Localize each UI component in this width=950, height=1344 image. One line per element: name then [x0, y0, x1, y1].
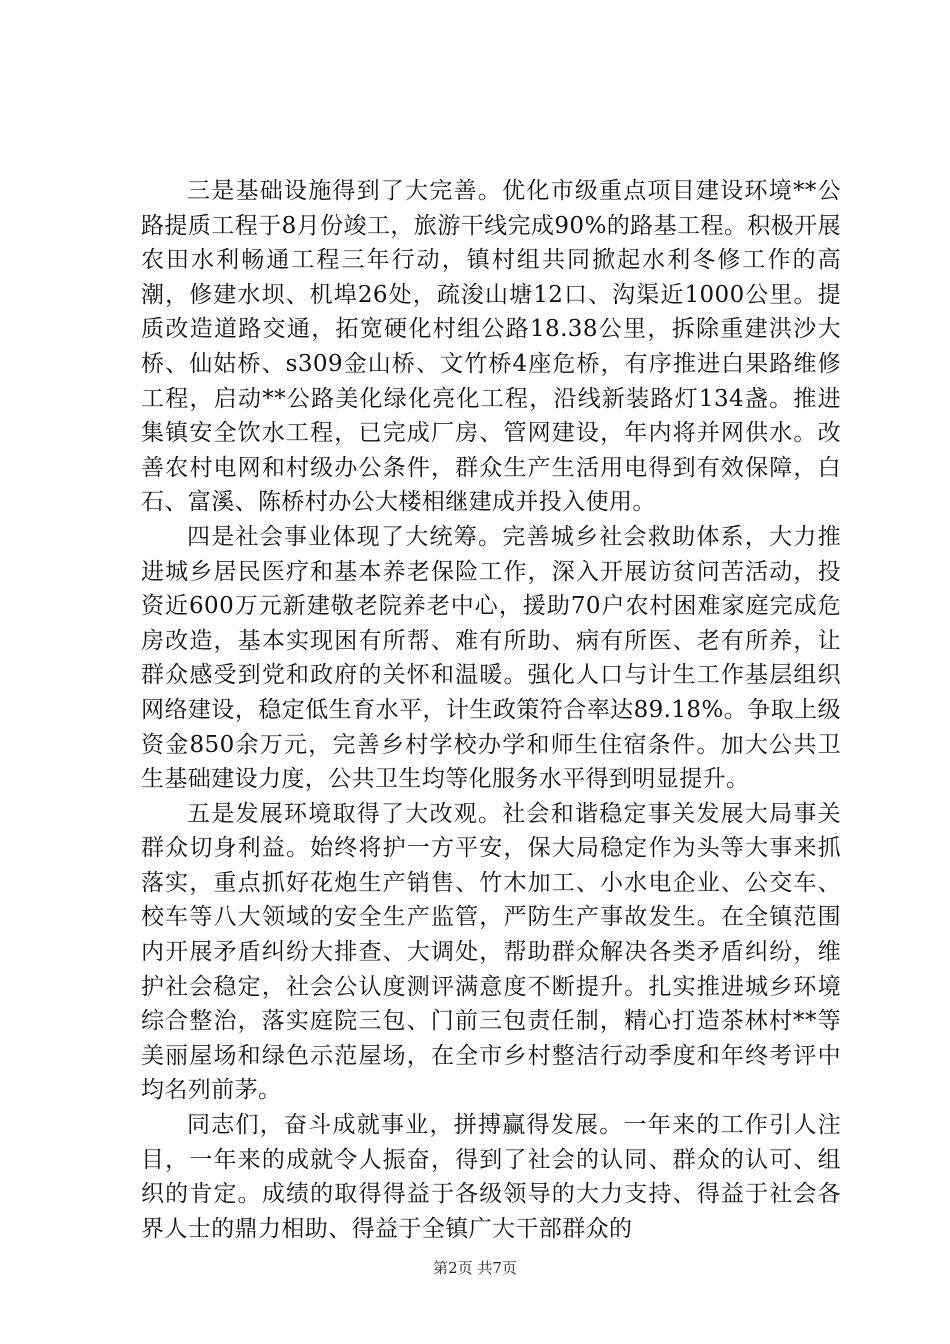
paragraph-comrades: 同志们，奋斗成就事业，拼搏赢得发展。一年来的工作引人注目，一年来的成就令人振奋，得到了社会的认同、群众的认可、组织的肯定。成绩的取得得益于各级领导的大力支持、得益于社会各界人士的鼎力相助、得益于全镇广大干部群众的 [141, 1112, 841, 1242]
page-footer: 第2页 共7页 [433, 1259, 517, 1277]
body-text [141, 174, 841, 1246]
paragraph-social-affairs: 四是社会事业体现了大统筹。完善城乡社会救助体系，大力推进城乡居民医疗和基本养老保险工作，深入开展访贫问苦活动，投资近600万元新建敬老院养老中心，援助70户农村困难家庭完成危房改造，基本实现困有所帮、难有所助、病有所医、老有所养，让群众感受到党和政府的关怀和温暖。强化人口与计生工作基层组织网络建设，稳定低生育水平，计生政策符合率达89.18%。争取上级资金850余万元，完善乡村学校办学和师生住宿条件。加大公共卫生基础建设力度，公共卫生均等化服务水平得到明显提升。 [141, 523, 841, 793]
paragraph-infrastructure: 三是基础设施得到了大完善。优化市级重点项目建设环境**公路提质工程于8月份竣工，旅游干线完成90%的路基工程。积极开展农田水利畅通工程三年行动，镇村组共同掀起水利冬修工作的高潮，修建水坝、机埠26处，疏浚山塘12口、沟渠近1000公里。提质改造道路交通，拓宽硬化村组公路18.38公里，拆除重建洪沙大桥、仙姑桥、s309金山桥、文竹桥4座危桥，有序推进白果路维修工程，启动**公路美化绿化亮化工程，沿线新装路灯134盏。推进集镇安全饮水工程，已完成厂房、管网建设，年内将并网供水。改善农村电网和村级办公条件，群众生产生活用电得到有效保障，白石、富溪、陈桥村办公大楼相继建成并投入使用。 [141, 178, 841, 516]
paragraph-development-environment: 五是发展环境取得了大改观。社会和谐稳定事关发展大局事关群众切身利益。始终将护一方平安，保大局稳定作为头等大事来抓落实，重点抓好花炮生产销售、竹木加工、小水电企业、公交车、校车等八大领域的安全生产监管，严防生产事故发生。在全镇范围内开展矛盾纠纷大排查、大调处，帮助群众解决各类矛盾纠纷，维护社会稳定，社会公认度测评满意度不断提升。扎实推进城乡环境综合整治，落实庭院三包、门前三包责任制，精心打造茶林村**等美丽屋场和绿色示范屋场，在全市乡村整洁行动季度和年终考评中均名列前茅。 [141, 800, 841, 1104]
